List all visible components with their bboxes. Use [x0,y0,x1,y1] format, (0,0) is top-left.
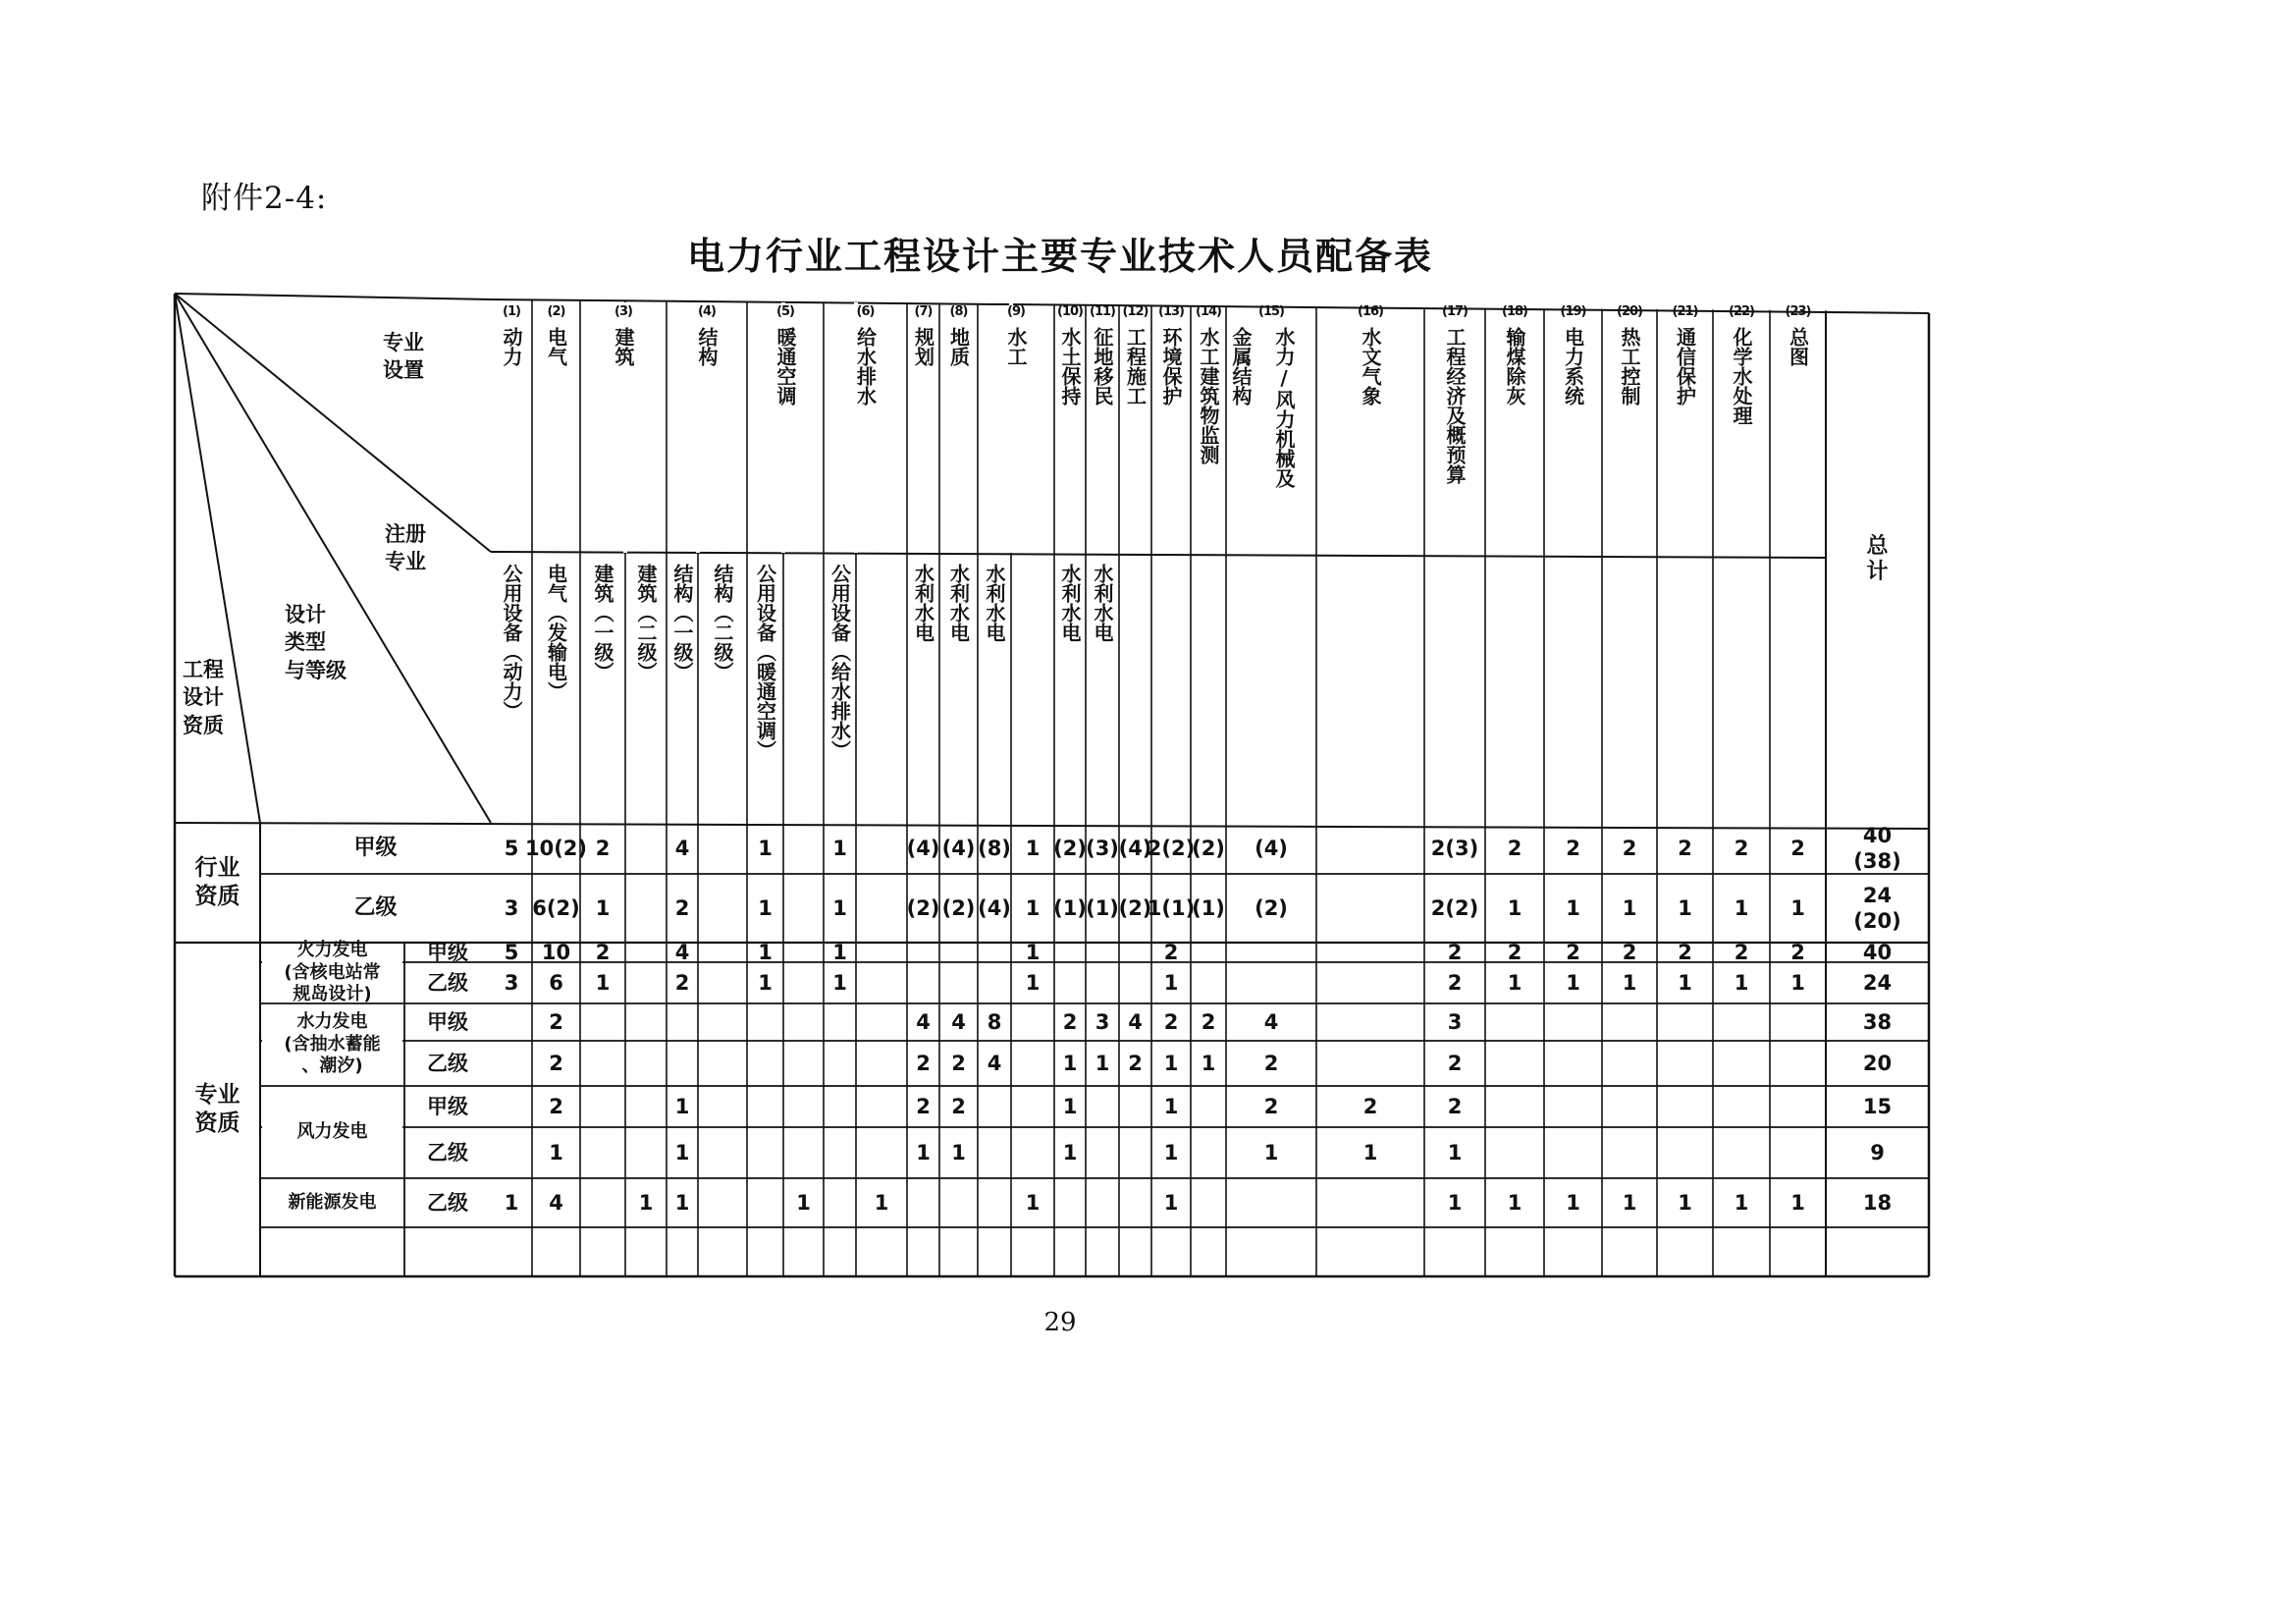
table-cell: (2) [1192,836,1225,860]
table-cell: 2 [1734,940,1749,964]
table-cell: 1 [1622,895,1637,920]
table-cell: 1 [1566,895,1580,920]
table-cell: 1 [1734,895,1749,920]
group-number: (15) [1258,304,1284,319]
table-cell: 4 [951,1009,966,1034]
corner-major-setting: 专业 设置 [383,331,424,383]
table-cell: (2) [1255,895,1288,920]
group-number: (14) [1196,304,1221,319]
table-cell: (2) [941,895,976,920]
table-cell: 2 [1163,1009,1179,1034]
group-name: 输煤除灰 [1503,327,1526,406]
grade-label: 乙级 [427,1051,468,1075]
registered-major: 结构︵二级︶ [711,564,734,681]
group-number: (11) [1090,304,1115,319]
diag-2 [175,294,491,823]
registered-major: 水利水电 [1058,564,1082,642]
table-cell: 1 [1678,895,1692,920]
group-number: (4) [698,304,716,319]
table-cell: 1 [1622,970,1637,995]
group-name: 征地移民 [1091,327,1114,406]
table-cell: 3 [1447,1009,1463,1034]
total-header: 总 计 [1866,533,1889,584]
row-total: 18 [1862,1190,1893,1215]
table-cell: 3 [1095,1009,1110,1034]
group-number: (3) [614,304,632,319]
grade-label: 乙级 [427,1190,468,1215]
table-cell: 4 [987,1051,1002,1075]
table-cell: 2 [1128,1051,1143,1075]
registered-major: 电气︵发输电︶ [544,564,568,701]
table-cell: 1 [1263,1140,1279,1164]
table-cell: (2) [1118,895,1152,920]
group-number: (17) [1442,304,1468,319]
table-cell: 2 [1678,940,1692,964]
group-name: 环境保护 [1159,327,1183,406]
grade-label: 甲级 [353,836,398,860]
group-number: (20) [1617,304,1642,319]
registered-major: 公用设备︵给水排水︶ [828,564,852,760]
table-cell: 1 [1734,1190,1749,1215]
table-cell: 1 [796,1190,811,1215]
table-cell: 2 [595,940,611,964]
page-number: 29 [1043,1308,1077,1337]
page-title: 电力行业工程设计主要专业技术人员配备表 [686,235,1433,278]
registered-major: 结构︵一级︶ [670,564,694,681]
table-cell: 2 [1263,1051,1279,1075]
table-cell: 2 [674,970,690,995]
table-cell: 1(1) [1147,895,1196,920]
table-cell: 2 [1566,940,1580,964]
table-cell: 1 [832,970,847,995]
group-name: 工程经济及概预算 [1443,327,1467,484]
table-cell: 1 [674,1094,690,1118]
table-cell: 2 [595,836,611,860]
registered-major: 建筑︵二级︶ [634,564,658,681]
design-type-label: 风力发电 [296,1120,368,1142]
design-type-label: 水力发电 (含抽水蓄能 、潮汐) [284,1011,381,1077]
registered-major: 水利水电 [911,564,935,642]
group-name: 给水排水 [853,327,878,406]
table-cell: 10(2) [524,836,588,860]
table-cell: 4 [549,1190,563,1215]
group-name: 水工 [1004,327,1028,366]
table-cell: 1 [1163,1094,1179,1118]
diag-3 [175,294,260,823]
group-number: (10) [1057,304,1083,319]
group-name: 暖通空调 [774,327,797,406]
table-cell: 4 [674,836,690,860]
table-cell: 6(2) [532,895,580,920]
group-number: (2) [547,304,565,319]
table-cell: 2 [1566,836,1580,860]
group-name: 化学水处理 [1730,327,1753,425]
table-cell: 1 [832,940,847,964]
row-total: 38 [1862,1009,1893,1034]
table-cell: 2 [549,1051,563,1075]
table-cell: (2) [1053,836,1087,860]
group-number: (16) [1358,304,1383,319]
table-cell: 1 [916,1140,931,1164]
table-cell: 3 [504,895,519,920]
table-cell: 1 [758,836,773,860]
group-name-2: 水力/风力机械及 [1272,327,1296,488]
table-cell: 5 [504,940,519,964]
row-total: 40 [1862,940,1893,964]
group-name: 地质 [946,327,971,366]
table-cell: 1 [1678,970,1692,995]
table-cell: 2 [1507,836,1522,860]
table-cell: (4) [1118,836,1152,860]
table-cell: 1 [758,940,773,964]
table-cell: (1) [1086,895,1119,920]
group-name: 总图 [1786,327,1810,366]
table-cell: 1 [1622,1190,1637,1215]
registered-major: 水利水电 [1091,564,1114,642]
table-cell: 2 [1447,940,1463,964]
table-cell: 2 [1622,836,1637,860]
row-total: 24 [1862,970,1893,995]
row-total: 40 (38) [1853,823,1901,873]
table-cell: 1 [1507,1190,1522,1215]
table-cell: 1 [1062,1094,1078,1118]
table-cell: 2 [1362,1094,1378,1118]
table-cell: 1 [1163,1051,1179,1075]
group-name: 建筑 [612,327,635,366]
table-cell: 4 [1128,1009,1143,1034]
corner-design-type: 设计 类型 与等级 [285,603,347,682]
group-name: 电气 [544,327,568,366]
corner-registered-major: 注册 专业 [385,522,426,574]
table-cell: 1 [1062,1140,1078,1164]
group-name: 热工控制 [1618,327,1641,406]
registered-major: 水利水电 [983,564,1006,642]
table-cell: 2 [916,1094,931,1118]
grade-label: 乙级 [427,1140,468,1164]
grade-label: 甲级 [427,1009,468,1034]
table-cell: 2(2) [1147,836,1196,860]
group-name: 水文气象 [1359,327,1382,406]
group-number: (18) [1502,304,1527,319]
table-cell: 1 [1025,895,1041,920]
table-cell: 10 [541,940,571,964]
table-cell: 1 [1025,1190,1041,1215]
table-cell: 2 [1678,836,1692,860]
group-number: (6) [856,304,875,319]
table-cell: 2 [1163,940,1179,964]
row-total: 24 (20) [1853,883,1901,933]
corner-qualification: 工程 设计 资质 [183,658,224,737]
table-cell: 2(3) [1430,836,1479,860]
table-cell: 2 [951,1094,966,1118]
group-number: (13) [1158,304,1184,319]
table-cell: 4 [916,1009,931,1034]
table-cell: 6 [549,970,563,995]
table-cell: 4 [674,940,690,964]
table-cell: 1 [1734,970,1749,995]
group-name: 工程施工 [1123,327,1148,406]
table-cell: 1 [504,1190,519,1215]
grade-label: 乙级 [427,970,468,995]
grade-label: 甲级 [427,1094,468,1118]
table-cell: (2) [906,895,940,920]
grade-label: 乙级 [353,895,398,920]
table-cell: 1 [758,895,773,920]
group-number: (5) [776,304,794,319]
table-cell: 3 [504,970,519,995]
table-cell: 1 [1062,1051,1078,1075]
table-cell: 1 [1025,970,1041,995]
table-cell: 1 [758,970,773,995]
table-cell: 2 [1201,1009,1216,1034]
table-cell: 1 [1025,940,1041,964]
table-cell: 1 [1678,1190,1692,1215]
table-cell: 2 [916,1051,931,1075]
group-name: 规划 [911,327,935,366]
table-cell: 1 [1447,1190,1463,1215]
table-cell: (8) [978,836,1011,860]
table-cell: 2 [1447,1094,1463,1118]
table-cell: 1 [832,836,847,860]
table-cell: 1 [1362,1140,1378,1164]
row-total: 15 [1862,1094,1893,1118]
table-cell: 2 [1790,836,1805,860]
table-cell: 2 [549,1094,563,1118]
table-cell: 2 [1622,940,1637,964]
table-cell: 1 [1507,970,1522,995]
table-cell: (4) [906,836,940,860]
table-cell: 1 [595,895,611,920]
group-name: 结构 [695,327,719,366]
table-cell: 1 [595,970,611,995]
table-cell: 1 [674,1140,690,1164]
registered-major: 建筑︵一级︶ [591,564,614,681]
row-total: 9 [1870,1140,1885,1164]
table-cell: 1 [1025,836,1041,860]
group-name: 水工建筑物监测 [1197,327,1220,464]
table-cell: 1 [1163,970,1179,995]
table-cell: 2 [1062,1009,1078,1034]
table-cell: 2 [1507,940,1522,964]
table-cell: 2 [1790,940,1805,964]
grade-label: 甲级 [427,940,468,964]
table-cell: (1) [1053,895,1087,920]
table-cell: 2 [1447,970,1463,995]
table-cell: 1 [1095,1051,1110,1075]
table-cell: 1 [951,1140,966,1164]
group-name: 水土保持 [1058,327,1082,406]
group-number: (22) [1729,304,1754,319]
table-cell: 1 [638,1190,654,1215]
table-cell: 2 [1263,1094,1279,1118]
group-number: (7) [914,304,933,319]
row-total: 20 [1862,1051,1893,1075]
diag-1 [175,294,491,552]
table-cell: (4) [1255,836,1288,860]
table-cell: 5 [504,836,519,860]
group-number: (12) [1122,304,1148,319]
group-name: 通信保护 [1673,327,1697,406]
registered-major: 水利水电 [946,564,971,642]
table-cell: 1 [674,1190,690,1215]
group-number: (23) [1785,304,1811,319]
table-cell: 1 [1790,895,1805,920]
group-name: 动力 [500,327,523,366]
table-cell: (3) [1086,836,1119,860]
group-number: (8) [949,304,968,319]
table-cell: (1) [1192,895,1225,920]
table-cell: 8 [987,1009,1002,1034]
table-cell: 1 [1163,1190,1179,1215]
table-cell: 1 [1507,895,1522,920]
table-cell: 1 [1790,1190,1805,1215]
attachment-label: 附件2-4: [201,181,328,216]
table-cell: 2(2) [1430,895,1479,920]
section-label: 行业 资质 [194,855,240,909]
table-cell: 2 [549,1009,563,1034]
group-name: 电力系统 [1561,327,1585,406]
registered-major: 公用设备︵动力︶ [500,564,523,721]
table-cell: (4) [978,895,1011,920]
design-type-label: 新能源发电 [288,1191,377,1213]
table-cell: (4) [941,836,976,860]
group-name: 金属结构 [1229,327,1253,406]
table-cell: 1 [1790,970,1805,995]
group-number: (9) [1007,304,1025,319]
group-number: (19) [1560,304,1586,319]
table-cell: 2 [1734,836,1749,860]
table-cell: 1 [874,1190,889,1215]
table-cell: 1 [1566,1190,1580,1215]
table-cell: 1 [1447,1140,1463,1164]
section-label: 专业 资质 [194,1082,240,1136]
table-cell: 1 [1201,1051,1216,1075]
design-type-label: 火力发电 (含核电站常 规岛设计) [284,940,381,1005]
group-number: (1) [503,304,520,319]
group-number: (21) [1672,304,1698,319]
registered-major: 公用设备︵暖通空调︶ [753,564,777,760]
table-cell: 2 [1447,1051,1463,1075]
table-cell: 2 [674,895,690,920]
table-cell: 4 [1263,1009,1279,1034]
table-cell: 1 [1566,970,1580,995]
table-cell: 1 [549,1140,563,1164]
table-cell: 1 [832,895,847,920]
table-cell: 1 [1163,1140,1179,1164]
table-cell: 2 [951,1051,966,1075]
